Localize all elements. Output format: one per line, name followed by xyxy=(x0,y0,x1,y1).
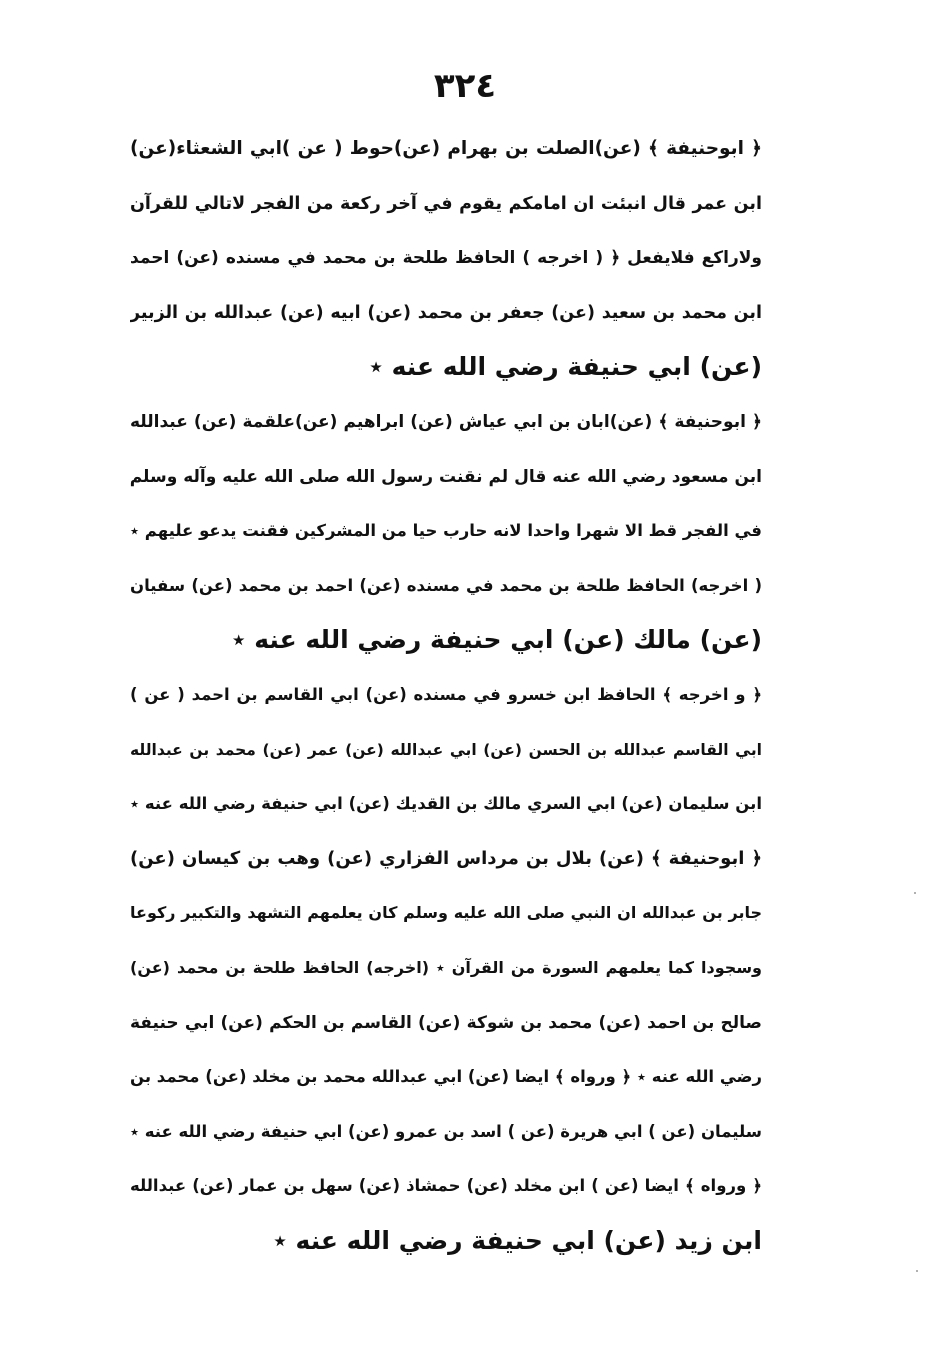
scan-speck xyxy=(914,892,916,894)
text-line: ابي القاسم عبدالله بن الحسن (عن) ابي عبدالله (عن) عمر (عن) محمد بن عبدالله xyxy=(130,740,762,759)
text-line: ﴿ و اخرجه ﴾ الحافظ ابن خسرو في مسنده (عن) ابي القاسم بن احمد ( عن ) xyxy=(130,684,762,704)
text-line: ﴿ ورواه ﴾ ايضا (عن ) ابن مخلد (عن) حمشاذ (عن) سهل بن عمار (عن) عبدالله xyxy=(130,1176,762,1196)
text-line: صالح بن احمد (عن) محمد بن شوكة (عن) القاسم بن الحكم (عن) ابي حنيفة xyxy=(130,1012,762,1033)
body-text xyxy=(130,122,762,1268)
text-line: سليمان (عن ) ابي هريرة (عن ) اسد بن عمرو (عن) ابي حنيفة رضي الله عنه ٭ xyxy=(130,1121,762,1141)
text-line: ابن عمر قال انبئت ان امامكم يقوم في آخر ركعة من الفجر لاتالي للقرآن xyxy=(130,193,762,214)
text-line: ابن محمد بن سعيد (عن) جعفر بن محمد (عن) ابيه (عن) عبدالله بن الزبير xyxy=(130,302,762,323)
text-line: رضي الله عنه ٭ ﴿ ورواه ﴾ ايضا (عن) ابي عبدالله محمد بن مخلد (عن) محمد بن xyxy=(130,1067,762,1087)
text-line: ( اخرجه) الحافظ طلحة بن محمد في مسنده (عن) احمد بن محمد (عن) سفيان xyxy=(130,575,762,595)
text-line: (عن) مالك (عن) ابي حنيفة رضي الله عنه ٭ xyxy=(231,625,762,655)
text-line: في الفجر قط الا شهرا واحدا لانه حارب حيا من المشركين فقنت يدعو عليهم ٭ xyxy=(130,521,762,541)
text-line: ابن مسعود رضي الله عنه قال لم نقنت رسول الله صلى الله عليه وآله وسلم xyxy=(130,466,762,487)
scan-speck xyxy=(916,1270,918,1272)
text-line: ﴿ ابوحنيفة ﴾ (عن)ابان بن ابي عياش (عن) ابراهيم (عن)علقمة (عن) عبدالله xyxy=(130,411,762,432)
text-line: ﴿ ابوحنيفة ﴾ (عن)الصلت بن بهرام (عن)حوط ( عن )ابي الشعثاء(عن) xyxy=(130,138,762,159)
text-line: وسجودا كما يعلمهم السورة من القرآن ٭ (اخرجه) الحافظ طلحة بن محمد (عن) xyxy=(130,957,762,977)
text-line: جابر بن عبدالله ان النبي صلى الله عليه وسلم كان يعلمهم التشهد والتكبير ركوعا xyxy=(130,903,762,923)
text-line: ابن زيد (عن) ابي حنيفة رضي الله عنه ٭ xyxy=(273,1225,762,1255)
text-line: ﴿ ابوحنيفة ﴾ (عن) بلال بن مرداس الفزاري (عن) وهب بن كيسان (عن) xyxy=(130,847,762,869)
text-line: (عن) ابي حنيفة رضي الله عنه ٭ xyxy=(369,352,762,382)
text-line: ولاراكع فلايفعل ﴿ ( اخرجه ) الحافظ طلحة بن محمد في مسنده (عن) احمد xyxy=(130,248,762,269)
text-line: ابن سليمان (عن) ابي السري مالك بن القديك (عن) ابي حنيفة رضي الله عنه ٭ xyxy=(130,794,762,814)
page-number: ٣٢٤ xyxy=(433,66,497,106)
